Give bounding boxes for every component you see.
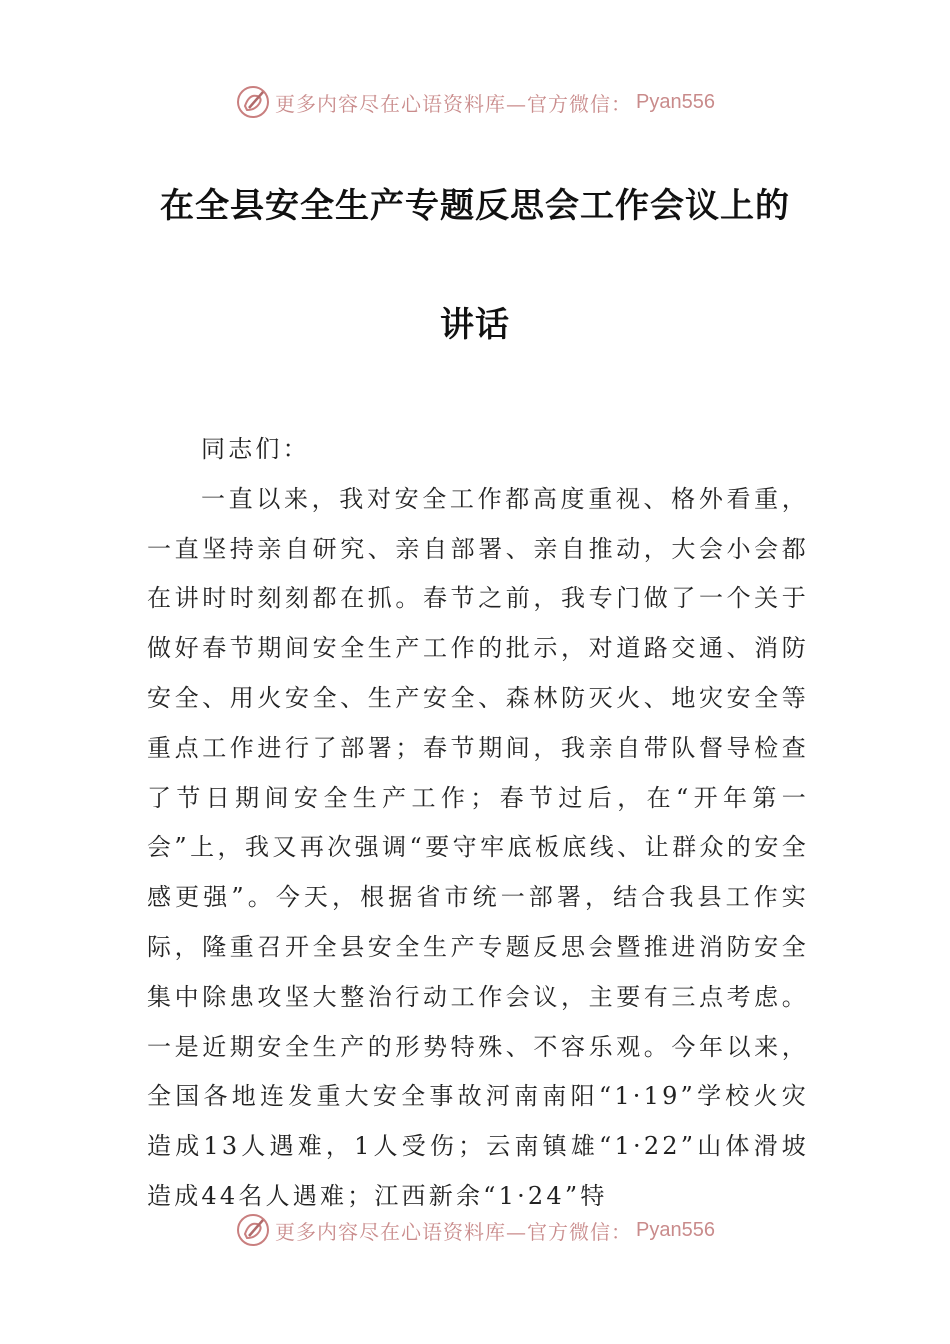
watermark-wechat-id: Pyan556 bbox=[636, 90, 715, 113]
watermark-text: 更多内容尽在心语资料库—官方微信： bbox=[275, 91, 633, 116]
watermark-wechat-id: Pyan556 bbox=[636, 1218, 715, 1241]
heart-pen-logo-icon bbox=[235, 84, 271, 120]
heart-pen-logo-icon bbox=[235, 1212, 271, 1248]
watermark-header bbox=[0, 82, 950, 122]
document-title-line-2: 讲话 bbox=[440, 305, 510, 345]
watermark-footer bbox=[0, 1210, 950, 1250]
paragraph: 一直以来，我对安全工作都高度重视、格外看重，一直坚持亲自研究、亲自部署、亲自推动，大会小会都在讲时时刻刻都在抓。春节之前，我专门做了一个关于做好春节期间安全生产工作的批示，对道路交通、消防安全、用火安全、生产安全、森林防灭火、地灾安全等重点工作进行了部署；春节期间，我亲自带队督导检查了节日期间安全生产工作；春节过后，在“开年第一会”上，我又再次强调“要守牢底板底线、让群众的安全感更强”。今天，根据省市统一部署，结合我县工作实际，隆重召开全县安全生产专题反思会暨推进消防安全集中除患攻坚大整治行动工作会议，主要有三点考虑。一是近期安全生产的形势特殊、不容乐观。今年以来，全国各地连发重大安全事故河南南阳“1·19”学校火灾造成13人遇难，1人受伤；云南镇雄“1·22”山体滑坡造成44名人遇难；江西新余“1·24”特 bbox=[147, 484, 809, 1210]
salutation: 同志们： bbox=[201, 435, 310, 463]
document-body bbox=[147, 425, 809, 1222]
document-title-line-1: 在全县安全生产专题反思会工作会议上的 bbox=[160, 186, 790, 226]
watermark-text: 更多内容尽在心语资料库—官方微信： bbox=[275, 1219, 633, 1244]
